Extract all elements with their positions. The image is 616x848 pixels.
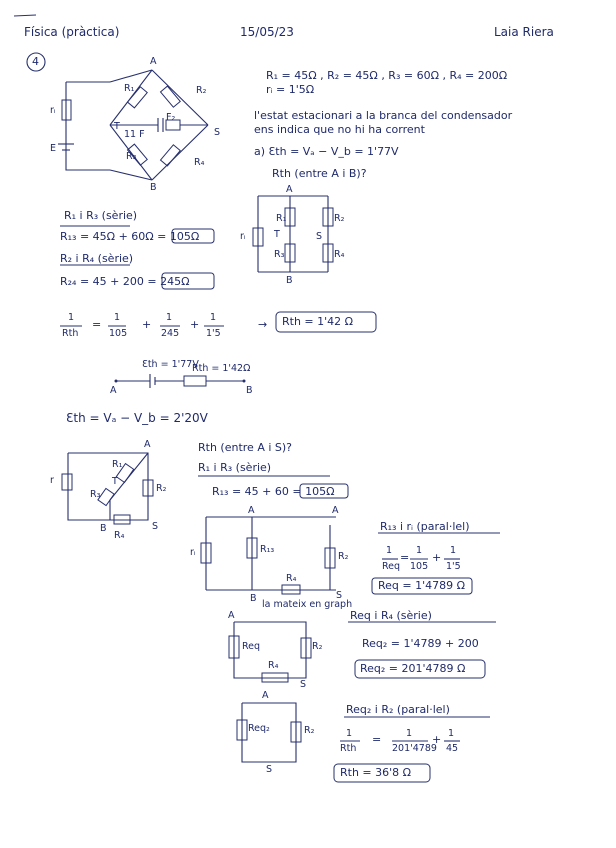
d3-r4: R₄: [114, 530, 125, 541]
d2-node-a: A: [286, 184, 293, 195]
d4-b: B: [250, 593, 257, 604]
bridge-node-a: A: [150, 56, 157, 67]
d5-r2: R₂: [312, 641, 323, 652]
part-b-line-2: R₁ i R₃ (sèrie): [198, 461, 272, 474]
bridge-node-s: S: [214, 127, 221, 138]
thev-b: B: [246, 385, 253, 396]
step-final-num-3: 1: [448, 728, 455, 739]
d5-req: Req: [242, 641, 261, 652]
step-final-line-1: Req₂ i R₂ (paral·lel): [346, 703, 450, 716]
step-par-f1: 105: [410, 561, 429, 572]
d2-node-s: S: [316, 231, 323, 242]
step-final-eq: =: [372, 733, 382, 746]
d4-r2: R₂: [338, 551, 349, 562]
bridge-node-t: T: [114, 121, 120, 132]
d2-ri: rᵢ: [240, 231, 246, 242]
bridge-ri: rᵢ: [50, 105, 56, 116]
step-ser-line-3: Req₂ = 201'4789 Ω: [360, 662, 466, 675]
d4-s: S: [336, 590, 343, 601]
d2-r4: R₄: [334, 249, 345, 260]
bridge-r2: R₂: [196, 85, 207, 96]
d2-node-b: B: [286, 275, 293, 286]
d5-r4: R₄: [268, 660, 279, 671]
d6-r2: R₂: [304, 725, 315, 736]
par-f3: 1'5: [206, 328, 221, 339]
step-final-result: Rth = 36'8 Ω: [340, 766, 412, 779]
thev-eth: Ɛth = 1'77V: [142, 359, 199, 370]
d2-r2: R₂: [334, 213, 345, 224]
series-line-1: R₁ i R₃ (sèrie): [64, 209, 138, 222]
step-final-num-1: 1: [346, 728, 353, 739]
d5-s: S: [300, 679, 307, 690]
par-result: Rth = 1'42 Ω: [282, 315, 354, 328]
d4-r4: R₄: [286, 573, 297, 584]
step-final-plus: +: [432, 733, 442, 746]
thevenin-equivalent-line: [115, 374, 246, 388]
d3-r1: R₁: [112, 459, 123, 470]
par-arrow: →: [258, 318, 268, 331]
d2-r3: R₃: [274, 249, 285, 260]
step-par-num-2: 1: [416, 545, 423, 556]
step-par-result: Req = 1'4789 Ω: [378, 579, 466, 592]
circuit-diagram-5: [229, 622, 311, 682]
eth-result: Ɛth = Vₐ − V_b = 2'20V: [66, 411, 208, 425]
d3-a: A: [144, 439, 151, 450]
circuit-diagram-3: [62, 453, 153, 524]
step-par-num-3: 1: [450, 545, 457, 556]
header-subject: Física (pràctica): [24, 25, 120, 39]
par-eq: =: [92, 318, 102, 331]
d2-node-t: T: [274, 229, 280, 240]
d6-a: A: [262, 690, 269, 701]
d3-s: S: [152, 521, 159, 532]
step-final-f1: 201'4789: [392, 743, 437, 754]
thev-a: A: [110, 385, 117, 396]
note-line-1: l'estat estacionari a la branca del condensador: [254, 109, 513, 122]
d3-r: r: [50, 475, 54, 486]
step-par-plus: +: [432, 551, 442, 564]
step-par-eq: =: [400, 551, 410, 564]
par-num-3: 1: [166, 312, 173, 323]
step-par-line-1: R₁₃ i rᵢ (paral·lel): [380, 520, 470, 533]
d4-note: la mateix en graph: [262, 599, 353, 610]
d4-r: rᵢ: [190, 547, 196, 558]
header-mark: [14, 15, 36, 16]
par-num-2: 1: [114, 312, 121, 323]
par-num-1: 1: [68, 312, 75, 323]
d6-req2: Req₂: [248, 723, 270, 734]
part-b-line-1: Rth (entre A i S)?: [198, 441, 292, 454]
d3-r2: R₂: [156, 483, 167, 494]
step-ser-line-1: Req i R₄ (sèrie): [350, 609, 432, 622]
thev-rth: Rth = 1'42Ω: [192, 363, 251, 374]
bridge-r3: R₃: [126, 151, 137, 162]
bridge-node-b: B: [150, 182, 157, 193]
par-f2: 245: [161, 328, 180, 339]
given-line-2: rᵢ = 1'5Ω: [266, 83, 315, 96]
series-line-4: R₂₄ = 45 + 200 = 245Ω: [60, 275, 190, 288]
step-final-f2: 45: [446, 743, 459, 754]
problem-number: 4: [32, 55, 39, 68]
bridge-cap-label: F₂: [166, 112, 176, 123]
note-line-2: ens indica que no hi ha corrent: [254, 123, 425, 136]
d4-a: A: [248, 505, 255, 516]
part-a-eth: a) Ɛth = Vₐ − V_b = 1'77V: [254, 145, 399, 158]
d6-s: S: [266, 764, 273, 775]
d3-r3: R₃: [90, 489, 101, 500]
series-line-3: R₂ i R₄ (sèrie): [60, 252, 134, 265]
step-final-num-2: 1: [406, 728, 413, 739]
d5-a: A: [228, 610, 235, 621]
circuit-diagram-4: [201, 517, 336, 594]
part-a-rth-question: Rth (entre A i B)?: [272, 167, 367, 180]
bridge-emf-label: E: [50, 143, 57, 154]
d3-b: B: [100, 523, 107, 534]
par-plus-1: +: [142, 318, 152, 331]
d4-r13: R₁₃: [260, 544, 275, 555]
d3-t: T: [112, 476, 118, 487]
part-b-line-3: R₁₃ = 45 + 60 = 105Ω: [212, 485, 335, 498]
par-rth: Rth: [62, 328, 79, 339]
given-line-1: R₁ = 45Ω , R₂ = 45Ω , R₃ = 60Ω , R₄ = 200Ω: [266, 69, 508, 82]
step-final-rth: Rth: [340, 743, 357, 754]
d4-a2: A: [332, 505, 339, 516]
series-line-2: R₁₃ = 45Ω + 60Ω = 105Ω: [60, 230, 200, 243]
step-ser-line-2: Req₂ = 1'4789 + 200: [362, 637, 479, 650]
bridge-cap-value: 11 F: [124, 129, 145, 140]
par-num-4: 1: [210, 312, 217, 323]
bridge-r1: R₁: [124, 83, 135, 94]
header-date: 15/05/23: [240, 25, 294, 39]
par-f1: 105: [109, 328, 128, 339]
d2-r1: R₁: [276, 213, 287, 224]
step-par-f2: 1'5: [446, 561, 461, 572]
header-author: Laia Riera: [494, 25, 554, 39]
step-par-num-1: 1: [386, 545, 393, 556]
bridge-r4: R₄: [194, 157, 205, 168]
par-plus-2: +: [190, 318, 200, 331]
step-par-req: Req: [382, 561, 401, 572]
